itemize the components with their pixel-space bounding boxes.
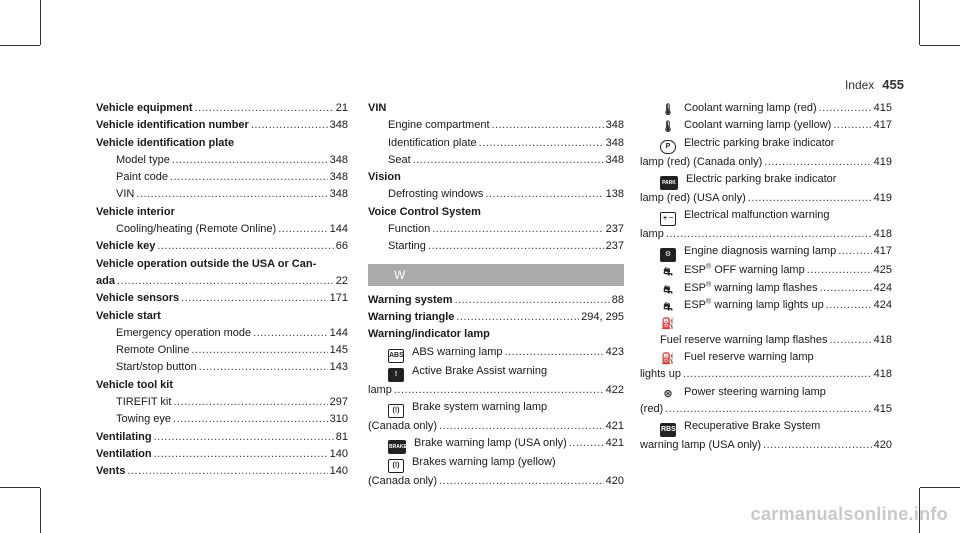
page-ref[interactable]: 294, 295 — [581, 310, 624, 323]
page-ref[interactable]: 144 — [329, 326, 348, 339]
index-subentry-line — [368, 363, 624, 382]
esp-skid-icon: ⛐ — [663, 283, 673, 296]
entry-label: Defrosting windows — [388, 188, 484, 201]
entry-label: Ventilating — [96, 430, 152, 443]
entry-label: Engine diagnosis warning lamp — [684, 245, 837, 258]
registered-mark: ® — [706, 298, 712, 306]
entry-label: Engine compartment — [388, 119, 490, 132]
brake-warning-icon: (!) — [388, 459, 404, 473]
page-header — [845, 77, 904, 92]
parking-brake-icon: P — [660, 140, 676, 154]
entry-label: Remote Online — [116, 344, 190, 357]
entry-label: Ventilation — [96, 447, 152, 460]
active-brake-assist-icon: ! — [388, 368, 404, 382]
entry-label: Brakes warning lamp (yellow) — [412, 456, 556, 469]
coolant-temperature-icon: 🌡 — [661, 104, 675, 116]
page-ref[interactable]: 417 — [873, 245, 892, 258]
page-ref[interactable]: 348 — [329, 153, 348, 166]
entry-label: ESP — [684, 299, 707, 312]
page-ref[interactable]: 418 — [873, 333, 892, 346]
index-subentry-line — [640, 418, 892, 437]
page-ref[interactable]: 237 — [605, 240, 624, 253]
index-subentry[interactable] — [640, 437, 892, 454]
entry-label: warning lamp flashes — [711, 281, 818, 294]
index-subentry[interactable] — [96, 325, 348, 342]
entry-label: Starting — [388, 240, 426, 253]
index-subentry[interactable] — [368, 435, 624, 454]
page-ref[interactable]: 415 — [873, 102, 892, 114]
entry-label: Cooling/heating (Remote Online) — [116, 223, 277, 236]
entry-label: lamp — [368, 383, 392, 396]
index-heading: Warning/indicator lamp — [368, 328, 490, 341]
index-column-2 — [368, 100, 624, 490]
abs-warning-icon: ABS — [388, 349, 404, 363]
index-subentry[interactable] — [368, 186, 624, 203]
page-ref[interactable]: 419 — [873, 191, 892, 204]
entry-label: Electrical malfunction warning — [684, 209, 830, 222]
index-heading: Vehicle operation outside the USA or Can- — [96, 257, 317, 270]
page-ref[interactable]: 424 — [873, 281, 892, 294]
entry-label: Vehicle sensors — [96, 292, 180, 305]
page-ref[interactable]: 348 — [605, 119, 624, 132]
index-subentry[interactable] — [368, 135, 624, 152]
page-ref[interactable]: 138 — [605, 188, 624, 201]
page-ref[interactable]: 420 — [873, 439, 892, 452]
page-ref[interactable]: 348 — [329, 188, 348, 201]
page-ref[interactable]: 348 — [329, 171, 348, 184]
index-heading: Voice Control System — [368, 205, 481, 218]
index-heading: Vehicle tool kit — [96, 378, 174, 391]
index-entry[interactable] — [368, 292, 624, 309]
index-subentry[interactable] — [368, 117, 624, 134]
page-ref[interactable]: 418 — [873, 368, 892, 381]
index-heading: Vision — [368, 171, 401, 184]
page-ref[interactable]: 425 — [873, 264, 892, 277]
entry-label: Electric parking brake indicator — [686, 172, 837, 185]
page-ref[interactable]: 424 — [873, 299, 892, 312]
coolant-temperature-icon: 🌡 — [661, 121, 675, 134]
page-ref[interactable]: 237 — [605, 223, 624, 236]
entry-label: TIREFIT kit — [116, 396, 172, 409]
entry-label: Fuel reserve warning lamp flashes — [660, 333, 828, 346]
index-entry[interactable] — [96, 290, 348, 307]
entry-label: Vehicle equipment — [96, 102, 193, 114]
index-heading: VIN — [368, 102, 387, 114]
crop-mark — [40, 488, 41, 533]
entry-label: Function — [388, 223, 431, 236]
index-entry[interactable] — [368, 309, 624, 326]
entry-label: lamp (red) (USA only) — [640, 191, 746, 204]
index-subentry[interactable] — [640, 401, 892, 418]
index-subentry[interactable] — [368, 238, 624, 255]
entry-label: Paint code — [116, 171, 168, 184]
index-subentry[interactable] — [368, 344, 624, 363]
index-entry[interactable] — [96, 117, 348, 134]
page-ref[interactable]: 421 — [605, 437, 624, 450]
page-ref[interactable]: 140 — [329, 465, 348, 478]
index-subentry[interactable] — [640, 280, 892, 297]
index-subentry[interactable] — [96, 152, 348, 169]
entry-label: Power steering warning lamp — [684, 385, 826, 398]
index-subentry[interactable] — [96, 359, 348, 376]
index-subentry[interactable] — [640, 332, 892, 349]
index-subentry[interactable] — [640, 297, 892, 314]
entry-label: warning lamp lights up — [711, 299, 824, 312]
entry-label: OFF warning lamp — [711, 264, 805, 277]
entry-label: ESP — [684, 281, 707, 294]
entry-label: Emergency operation mode — [116, 326, 252, 339]
entry-label: Vents — [96, 465, 126, 478]
entry-label: Model type — [116, 153, 170, 166]
engine-diagnosis-icon: ⚙ — [660, 248, 676, 262]
index-subentry[interactable] — [640, 154, 892, 171]
page-ref[interactable]: 422 — [605, 383, 624, 396]
page-ref[interactable]: 22 — [335, 274, 348, 287]
index-entry[interactable] — [96, 100, 348, 117]
index-column-1 — [96, 100, 348, 481]
park-text-icon: PARK — [660, 176, 678, 190]
entry-label: lamp (red) (Canada only) — [640, 155, 763, 168]
registered-mark: ® — [706, 263, 712, 271]
page-ref[interactable]: 418 — [873, 228, 892, 241]
index-subentry-line — [640, 171, 892, 190]
entry-label: Recuperative Brake System — [684, 420, 821, 433]
page-ref[interactable]: 420 — [605, 475, 624, 488]
index-subentry[interactable] — [640, 117, 892, 134]
entry-label: Warning system — [368, 293, 453, 306]
index-subentry-line — [640, 135, 892, 154]
entry-label: Identification plate — [388, 136, 477, 149]
index-subentry-line — [640, 349, 892, 366]
index-subentry[interactable] — [368, 221, 624, 238]
index-subentry[interactable] — [96, 221, 348, 238]
index-subentry-line — [640, 384, 892, 401]
index-subentry[interactable] — [96, 169, 348, 186]
index-subentry[interactable] — [640, 226, 892, 243]
brake-text-icon: BRAKE — [388, 440, 406, 454]
fuel-pump-icon: ⛽ — [661, 318, 675, 331]
crop-mark — [0, 45, 40, 46]
esp-off-icon: ⛐ — [663, 266, 673, 279]
index-subentry[interactable] — [640, 100, 892, 117]
fuel-pump-icon: ⛽ — [661, 352, 675, 365]
crop-mark — [919, 0, 920, 45]
index-column-3 — [640, 100, 892, 454]
entry-label: Towing eye — [116, 413, 172, 426]
page-ref[interactable]: 81 — [335, 430, 348, 443]
index-subentry-line — [640, 207, 892, 226]
entry-label: lamp — [640, 228, 664, 241]
index-subentry[interactable] — [640, 366, 892, 383]
page-ref[interactable]: 88 — [611, 293, 624, 306]
index-subentry[interactable] — [96, 342, 348, 359]
crop-mark — [40, 0, 41, 45]
index-entry[interactable] — [96, 238, 348, 255]
page-ref[interactable]: 297 — [329, 396, 348, 409]
page-ref[interactable]: 145 — [329, 344, 348, 357]
crop-mark — [920, 45, 960, 46]
index-entry[interactable] — [96, 463, 348, 480]
entry-label: Brake warning lamp (USA only) — [414, 437, 567, 450]
steering-wheel-icon: ⊛ — [663, 387, 673, 400]
page-ref[interactable]: 348 — [605, 153, 624, 166]
entry-label: (red) — [640, 402, 664, 415]
registered-mark: ® — [706, 281, 712, 289]
page-ref[interactable]: 348 — [605, 136, 624, 149]
brake-warning-icon: (!) — [388, 404, 404, 418]
page-ref[interactable]: 419 — [873, 155, 892, 168]
page-ref[interactable]: 171 — [329, 292, 348, 305]
page-ref[interactable]: 66 — [335, 240, 348, 253]
page-ref[interactable]: 348 — [329, 119, 348, 132]
index-subentry[interactable] — [368, 473, 624, 490]
index-heading: Vehicle start — [96, 309, 161, 322]
battery-icon: + − — [660, 212, 676, 226]
entry-label: ESP — [684, 264, 707, 277]
index-entry[interactable] — [96, 273, 348, 290]
entry-label: lights up — [640, 368, 681, 381]
entry-label: Active Brake Assist warning — [412, 364, 548, 377]
page-ref[interactable]: 140 — [329, 447, 348, 460]
index-subentry[interactable] — [96, 411, 348, 428]
index-subentry[interactable] — [368, 418, 624, 435]
index-entry[interactable] — [96, 446, 348, 463]
watermark: carmanualsonline.info — [750, 504, 948, 524]
entry-label: Coolant warning lamp (yellow) — [684, 119, 832, 132]
entry-label: Warning triangle — [368, 310, 455, 323]
index-subentry-line — [368, 454, 624, 473]
index-subentry[interactable] — [368, 152, 624, 169]
esp-skid-icon: ⛐ — [663, 301, 673, 314]
header-label: Index — [844, 78, 875, 92]
section-letter-band: W — [368, 264, 624, 286]
entry-label: Vehicle key — [96, 240, 156, 253]
entry-label: Fuel reserve warning lamp — [684, 350, 814, 363]
index-subentry[interactable] — [640, 190, 892, 207]
index-subentry[interactable] — [640, 243, 892, 262]
entry-label: (Canada only) — [368, 475, 438, 488]
page-ref[interactable]: 310 — [329, 413, 348, 426]
page-ref[interactable]: 415 — [873, 402, 892, 415]
fuel-icon-line — [640, 314, 892, 331]
index-entry[interactable] — [96, 429, 348, 446]
entry-label: ABS warning lamp — [412, 345, 503, 358]
page-number: 455 — [882, 77, 904, 92]
crop-mark — [0, 487, 40, 488]
entry-label: Coolant warning lamp (red) — [684, 102, 817, 114]
entry-label: (Canada only) — [368, 419, 438, 432]
entry-label: Start/stop button — [116, 361, 197, 374]
page-ref[interactable]: 423 — [605, 345, 624, 358]
entry-label: Seat — [388, 153, 411, 166]
entry-label: warning lamp (USA only) — [640, 439, 762, 452]
index-subentry[interactable] — [96, 394, 348, 411]
index-subentry[interactable] — [368, 382, 624, 399]
index-subentry[interactable] — [640, 262, 892, 279]
index-heading: Vehicle identification plate — [96, 136, 235, 149]
index-heading: Vehicle interior — [96, 205, 175, 218]
page-ref[interactable]: 143 — [329, 361, 348, 374]
index-subentry[interactable] — [96, 186, 348, 203]
index-subentry-line — [368, 399, 624, 418]
entry-label: Electric parking brake indicator — [684, 136, 835, 149]
page-ref[interactable]: 417 — [873, 119, 892, 132]
entry-label: ada — [96, 274, 115, 287]
crop-mark — [920, 487, 960, 488]
page-ref[interactable]: 421 — [605, 419, 624, 432]
entry-label: Brake system warning lamp — [412, 400, 548, 413]
entry-label: VIN — [116, 188, 135, 201]
page-ref[interactable]: 21 — [335, 102, 348, 114]
entry-label: Vehicle identification number — [96, 119, 249, 132]
page-ref[interactable]: 144 — [329, 223, 348, 236]
rbs-text-icon: RBS — [660, 423, 676, 437]
